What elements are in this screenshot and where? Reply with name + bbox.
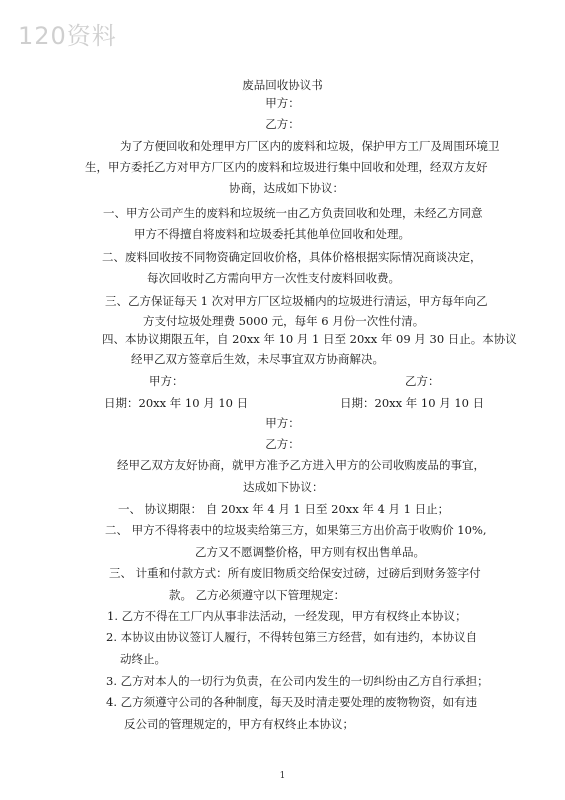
rule-2-line-2: 动终止。 <box>120 652 166 666</box>
intro-line-3: 协商，达成如下协议： <box>229 181 344 195</box>
signature-party-a: 甲方： <box>149 374 184 388</box>
document-title: 废品回收协议书 <box>242 78 323 92</box>
signature-party-b: 乙方： <box>405 374 440 388</box>
item-2-line-2: 乙方又不愿调整价格，甲方则有权出售单品。 <box>195 545 425 559</box>
clause-1-line-2: 甲方不得擅自将废料和垃圾委托其他单位回收和处理。 <box>134 227 410 241</box>
intro-line-1: 为了方便回收和处理甲方厂区内的废料和垃圾，保护甲方工厂及周围环境卫 <box>120 139 500 153</box>
clause-3-line-1: 三、乙方保证每天 1 次对甲方厂区垃圾桶内的垃圾进行清运，甲方每年向乙 <box>105 294 488 308</box>
item-2-line-1: 二、 甲方不得将表中的垃圾卖给第三方，如果第三方出价高于收购价 10%, <box>105 523 487 537</box>
rule-2-line-1: 2. 本协议由协议签订人履行，不得转包第三方经营，如有违约，本协议自 <box>106 630 478 644</box>
item-3-line-1: 三、 计重和付款方式：所有废旧物质交给保安过磅，过磅后到财务签字付 <box>109 566 481 580</box>
clause-2-line-1: 二、废料回收按不同物资确定回收价格，具体价格根据实际情况商谈决定， <box>102 250 482 264</box>
clause-2-line-2: 每次回收时乙方需向甲方一次性支付废料回收费。 <box>147 271 400 285</box>
watermark-logo: 120资料 <box>18 22 117 50</box>
intro2-line-1: 经甲乙双方友好协商，就甲方准予乙方进入甲方的公司收购废品的事宜， <box>117 458 485 472</box>
party-b-label: 乙方： <box>265 117 300 131</box>
rule-1: 1. 乙方不得在工厂内从事非法活动，一经发现，甲方有权终止本协议； <box>107 609 467 623</box>
item-3-line-2: 款。 乙方必须遵守以下管理规定： <box>169 588 346 602</box>
party-b-label-2: 乙方： <box>265 437 300 451</box>
rule-4-line-2: 反公司的管理规定的，甲方有权终止本协议； <box>124 717 354 731</box>
date-party-b: 日期：20xx 年 10 月 10 日 <box>340 396 485 410</box>
clause-1-line-1: 一、甲方公司产生的废料和垃圾统一由乙方负责回收和处理，未经乙方同意 <box>103 206 483 220</box>
intro2-line-2: 达成如下协议： <box>243 480 324 494</box>
date-party-a: 日期：20xx 年 10 月 10 日 <box>104 396 249 410</box>
intro-line-2: 生，甲方委托乙方对甲方厂区内的废料和垃圾进行集中回收和处理，经双方友好 <box>85 160 488 174</box>
clause-4-line-2: 经甲乙双方签章后生效，未尽事宜双方协商解决。 <box>131 352 384 366</box>
page-number: 1 <box>279 771 286 781</box>
party-a-label: 甲方： <box>265 96 300 110</box>
clause-3-line-2: 方支付垃圾处理费 5000 元，每年 6 月份一次性付清。 <box>143 314 425 328</box>
item-1: 一、 协议期限： 自 20xx 年 4 月 1 日至 20xx 年 4 月 1 日止； <box>118 502 450 516</box>
clause-4-line-1: 四、本协议期限五年，自 20xx 年 10 月 1 日至 20xx 年 09 月 30 日止。本协议 <box>102 332 517 346</box>
rule-4-line-1: 4. 乙方须遵守公司的各种制度，每天及时清走要处理的废物物资，如有违 <box>106 695 478 709</box>
party-a-label-2: 甲方： <box>265 416 300 430</box>
rule-3: 3. 乙方对本人的一切行为负责，在公司内发生的一切纠纷由乙方自行承担； <box>106 674 489 688</box>
